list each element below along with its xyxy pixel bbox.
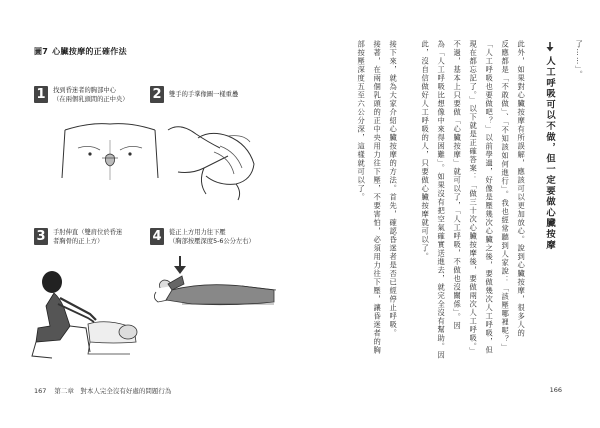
body-column-11: 部按壓深度五至六公分深，這樣就可以了。	[357, 40, 367, 202]
right-page-number: 166	[549, 386, 562, 394]
figure-title	[34, 46, 127, 57]
step-3-text	[53, 228, 122, 246]
step-4-line-2: （胸部按壓深度5-6公分左右）	[169, 238, 255, 245]
step-2-line-1: 雙手的手掌像圖一樣重疊	[169, 91, 239, 98]
left-running-head: 第二章 對本人完全沒有好處的問題行為	[54, 387, 172, 395]
left-footer	[34, 386, 171, 395]
step-1-number: 1	[34, 86, 48, 103]
step-1-line-2: （在兩個乳頭間的正中央）	[53, 96, 129, 103]
hands-overlap-illustration	[158, 112, 268, 202]
body-column-3: 「人工呼吸也要做吧？」以前學過，好像是壓幾次心臟之後，要做幾次人工呼吸，但	[485, 40, 495, 355]
body-column-9: 接下來，就為大家介紹心臟按摩的方法。首先，確認昏迷者是否已經停止呼吸。	[389, 40, 399, 338]
step-2-number: 2	[150, 86, 164, 103]
step-1-text	[53, 86, 129, 104]
figure-title-text: 心臟按摩的正確作法	[52, 47, 127, 56]
body-column-1: 此外，如果對心臟按摩有所誤解，應該可以更加放心。說到心臟按摩，很多人的	[517, 40, 527, 338]
step-3-number: 3	[34, 228, 48, 245]
step-4-number: 4	[150, 228, 164, 245]
body-column-10: 接著，在兩個乳頭的正中央用力往下壓，不要害怕，必須用力往下壓，讓昏迷者的胸	[373, 40, 383, 355]
step-2-text	[169, 90, 238, 99]
step-1-line-1: 找到昏迷者的胸部中心	[53, 87, 116, 94]
carry-over-text: 了……」。	[575, 40, 585, 79]
arrow-down-icon	[545, 42, 555, 52]
step-3-line-2: 者胸骨的正上方）	[53, 238, 104, 245]
body-column-4: 現在都忘記了。」以下就是正確答案：「做三十次心臟按摩後，要做兩次人工呼吸。」	[469, 40, 479, 356]
body-column-5: 不過，基本上只要做「心臟按摩」就可以了，「人工呼吸，不做也沒關係」。因	[453, 40, 463, 331]
section-heading: 人工呼吸可以不做，但一定要做心臟按摩	[544, 56, 555, 251]
figure-number: 圖7	[34, 47, 49, 56]
step-4-line-1: 從正上方用力往下壓	[169, 229, 226, 236]
chest-center-illustration	[60, 118, 160, 196]
body-column-2: 反應都是「不敢做」、「不知該如何進行」。我也經常聽到人家說：「該壓哪裡呢？」	[501, 40, 511, 353]
body-column-6: 為「人工呼吸比想像中來得困難」。如果沒有把空氣確實送進去，就完全沒有幫助。因	[437, 40, 447, 360]
press-down-illustration	[142, 254, 282, 320]
body-column-7: 此，沒自信做好人工呼吸的人，只要做心臟按摩就可以了。	[421, 40, 431, 261]
kneeling-rescuer-illustration	[30, 262, 142, 362]
step-3-line-1: 手肘伸直（雙肩位於昏迷	[53, 229, 123, 236]
step-4-text	[169, 228, 255, 246]
left-page-number: 167	[34, 387, 47, 395]
